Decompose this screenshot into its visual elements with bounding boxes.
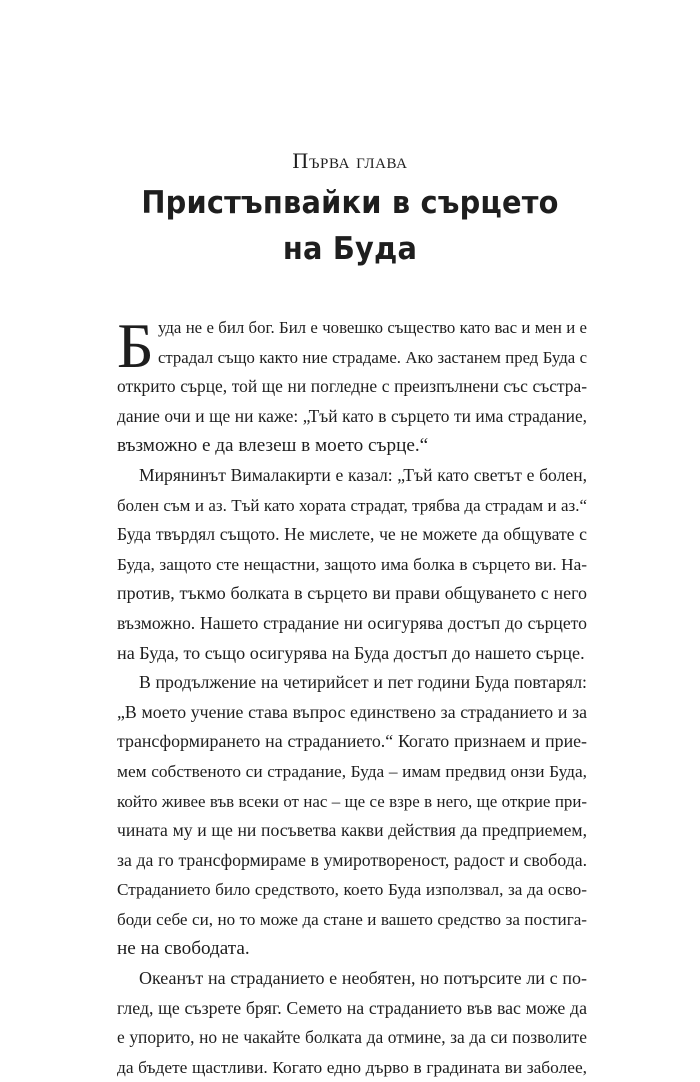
chapter-label: Първа глава <box>292 148 408 173</box>
text-line: е упорито, но не чакайте болката да отмине, за да си позволите <box>117 1027 587 1048</box>
text-line: Буда, защото сте нещастни, защото има болка в сърцето ви. На- <box>117 554 587 574</box>
text-line: на Буда, то също осигурява на Буда достъп до нашето сърце. <box>117 642 585 663</box>
text-line: глед, ще съзрете бряг. Семето на страданието във вас може да <box>117 997 587 1018</box>
drop-cap: Б <box>117 310 154 381</box>
text-line: Океанът на страданието е необятен, но потърсите ли с по- <box>139 968 587 989</box>
body-text <box>117 310 587 1082</box>
text-line: „В моето учение става въпрос единствено за страданието и за <box>117 701 587 722</box>
text-line: чината му и ще ни посъветва какви действия да предприемем, <box>117 820 587 841</box>
text-line: уда не е бил бог. Бил е човешко същество като вас и мен и е <box>158 318 587 337</box>
chapter-title-line-1: Пристъпвайки в сърцето <box>141 185 559 221</box>
text-line: трансформирането на страданието.“ Когато признаем и прие- <box>117 731 587 752</box>
text-line: не на свободата. <box>117 938 250 960</box>
text-line: страдал също както ние страдаме. Ако застанем пред Буда с <box>158 347 587 367</box>
text-line: Буда твърдял същото. Не мислете, че не можете да общувате с <box>117 524 587 545</box>
text-line: Мирянинът Вималакирти е казал: „Тъй като светът е болен, <box>139 464 587 485</box>
chapter-title-line-2: на Буда <box>282 231 418 267</box>
text-line: против, тъкмо болката в сърцето ви прави общуването с него <box>117 583 587 604</box>
text-line: възможно е да влезеш в моето сърце.“ <box>117 435 429 457</box>
text-line: открито сърце, той ще ни погледне с преизпълнени със състра- <box>117 376 587 397</box>
text-line: дание очи и ще ни каже: „Тъй като в сърцето ти има страдание, <box>117 406 587 426</box>
text-line: мем собственото си страдание, Буда – имам предвид онзи Буда, <box>117 761 587 781</box>
text-line: който живее във всеки от нас – ще се взре в него, ще открие при- <box>117 791 587 811</box>
text-line: В продължение на четирийсет и пет години Буда повтарял: <box>139 672 587 693</box>
text-line: болен съм и аз. Тъй като хората страдат, трябва да страдам и аз.“ <box>117 495 587 515</box>
text-line: Страданието било средството, което Буда използвал, за да осво- <box>117 880 587 900</box>
text-line: за да го трансформираме в умиротвореност, радост и свобода. <box>117 849 587 870</box>
text-line: боди себе си, но то може да стане и вашето средство за постига- <box>117 909 587 929</box>
text-line: възможно. Нашето страдание ни осигурява достъп до сърцето <box>117 612 587 633</box>
chapter-title <box>25 180 676 272</box>
text-line: да бъдете щастливи. Когато едно дърво в градината ви заболее, <box>117 1057 587 1077</box>
